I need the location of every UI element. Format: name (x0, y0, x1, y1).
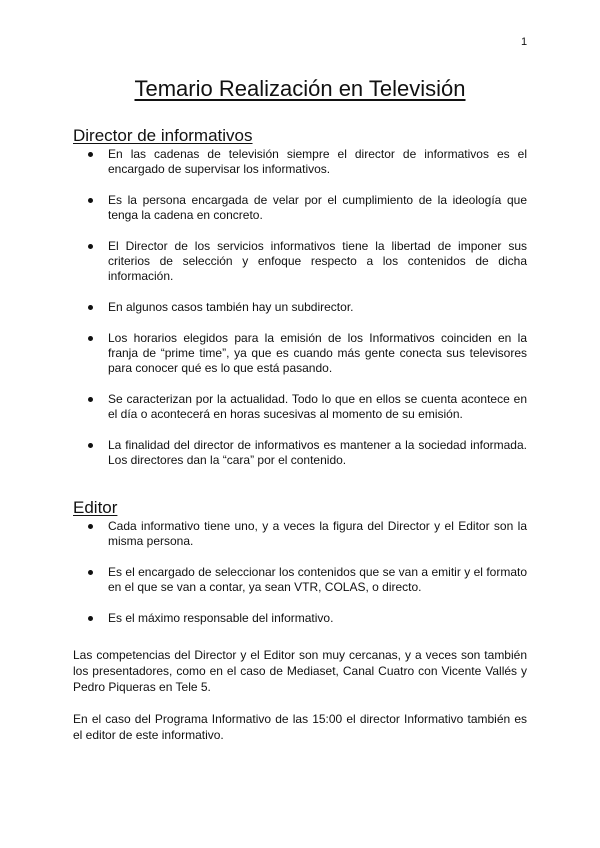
paragraph-competencias: Las competencias del Director y el Editor son muy cercanas, y a veces son también los presentadores, como en el caso de Mediaset, Canal Cuatro con Vicente Vallés y Pedro Piqueras en Tele 5. (73, 648, 527, 694)
bullet-icon (88, 336, 93, 341)
list-item: En las cadenas de televisión siempre el director de informativos es el encargado de supervisar los informativos. (73, 147, 527, 177)
bullet-icon (88, 397, 93, 402)
director-bullet-list (73, 147, 527, 484)
list-item: La finalidad del director de informativos es mantener a la sociedad informada. Los directores dan la “cara” por el contenido. (73, 438, 527, 468)
list-item: Es la persona encargada de velar por el cumplimiento de la ideología que tenga la cadena en concreto. (73, 193, 527, 223)
list-item: En algunos casos también hay un subdirector. (73, 300, 527, 315)
document-title: Temario Realización en Televisión (134, 76, 466, 101)
section-heading-editor: Editor (73, 498, 118, 517)
list-item: Los horarios elegidos para la emisión de los Informativos coinciden en la franja de “prime time”, ya que es cuando más gente conecta sus televisores para conocer qué es lo que está pasando. (73, 331, 527, 376)
bullet-icon (88, 616, 93, 621)
bullet-icon (88, 152, 93, 157)
bullet-icon (88, 570, 93, 575)
list-item: El Director de los servicios informativos tiene la libertad de imponer sus criterios de selección y enfoque respecto a los contenidos de dicha información. (73, 239, 527, 284)
list-item: Es el máximo responsable del informativo. (73, 611, 527, 626)
list-item: Cada informativo tiene uno, y a veces la figura del Director y el Editor son la misma persona. (73, 519, 527, 549)
bullet-icon (88, 198, 93, 203)
bullet-icon (88, 443, 93, 448)
list-item: Es el encargado de seleccionar los contenidos que se van a emitir y el formato en el que se van a contar, ya sean VTR, COLAS, o directo. (73, 565, 527, 595)
bullet-icon (88, 244, 93, 249)
section-heading-director: Director de informativos (73, 126, 253, 145)
bullet-icon (88, 305, 93, 310)
bullet-icon (88, 524, 93, 529)
editor-bullet-list (73, 519, 527, 642)
paragraph-programa-informativo: En el caso del Programa Informativo de las 15:00 el director Informativo también es el editor de este informativo. (73, 712, 527, 742)
list-item: Se caracterizan por la actualidad. Todo lo que en ellos se cuenta acontece en el día o acontecerá en horas sucesivas al momento de su emisión. (73, 392, 527, 422)
page-number: 1 (521, 36, 528, 48)
